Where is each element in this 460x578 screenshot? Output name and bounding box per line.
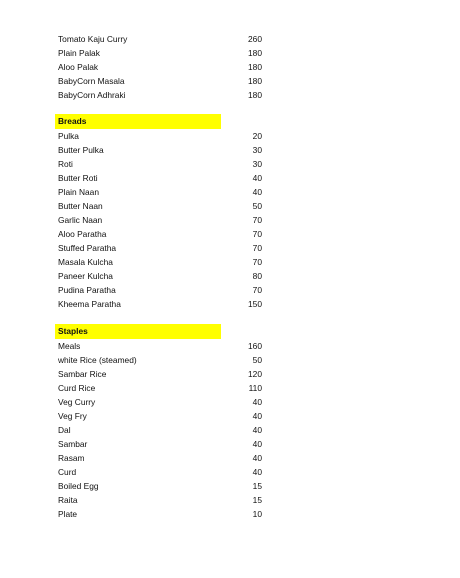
item-name: Kheema Paratha: [58, 299, 121, 309]
item-price: 160: [248, 341, 262, 351]
menu-item: [58, 507, 262, 521]
item-price: 70: [252, 229, 262, 239]
item-price: 40: [252, 187, 262, 197]
item-name: Rasam: [58, 453, 85, 463]
item-name: Masala Kulcha: [58, 257, 113, 267]
item-name: Sambar Rice: [58, 369, 107, 379]
menu-item: [58, 395, 262, 409]
menu-item: [58, 255, 262, 269]
item-name: Butter Pulka: [58, 145, 104, 155]
item-price: 70: [252, 243, 262, 253]
item-name: Plain Naan: [58, 187, 99, 197]
menu-item: [58, 269, 262, 283]
menu-item: [58, 143, 262, 157]
item-name: white Rice (steamed): [58, 355, 137, 365]
item-name: Stuffed Paratha: [58, 243, 117, 253]
item-price: 80: [252, 271, 262, 281]
menu-item: [58, 479, 262, 493]
menu-item: [58, 199, 262, 213]
item-name: Sambar: [58, 439, 88, 449]
item-name: Tomato Kaju Curry: [58, 34, 128, 44]
menu-item: [58, 74, 262, 88]
item-name: Raita: [58, 495, 78, 505]
item-price: 40: [252, 453, 262, 463]
item-price: 260: [248, 34, 262, 44]
menu-item: [58, 60, 262, 74]
item-name: Curd Rice: [58, 383, 96, 393]
item-name: Aloo Paratha: [58, 229, 107, 239]
item-name: Plain Palak: [58, 48, 100, 58]
menu-item: [58, 451, 262, 465]
item-price: 40: [252, 411, 262, 421]
item-name: Curd: [58, 467, 77, 477]
item-price: 110: [248, 383, 262, 393]
menu-item: [58, 465, 262, 479]
item-name: Pudina Paratha: [58, 285, 116, 295]
item-price: 180: [248, 48, 262, 58]
menu-item: [58, 493, 262, 507]
menu-item: [58, 32, 262, 46]
menu-item: [58, 129, 262, 143]
menu-item: [58, 88, 262, 102]
menu-item: [58, 46, 262, 60]
item-price: 15: [252, 481, 262, 491]
menu-item: [58, 241, 262, 255]
item-name: Veg Fry: [58, 411, 87, 421]
item-price: 150: [248, 299, 262, 309]
item-price: 70: [252, 215, 262, 225]
menu-item: [58, 437, 262, 451]
menu-item: [58, 353, 262, 367]
item-name: Pulka: [58, 131, 79, 141]
item-name: Meals: [58, 341, 81, 351]
menu-item: [58, 409, 262, 423]
item-price: 120: [248, 369, 262, 379]
item-name: Butter Roti: [58, 173, 98, 183]
item-name: Paneer Kulcha: [58, 271, 113, 281]
item-price: 15: [252, 495, 262, 505]
item-name: Butter Naan: [58, 201, 103, 211]
menu-item: [58, 227, 262, 241]
menu-item: [58, 185, 262, 199]
menu-item: [58, 423, 262, 437]
item-name: BabyCorn Adhraki: [58, 90, 126, 100]
item-name: Boiled Egg: [58, 481, 99, 491]
item-name: Garlic Naan: [58, 215, 103, 225]
item-name: Veg Curry: [58, 397, 96, 407]
item-price: 70: [252, 285, 262, 295]
menu-item: [58, 367, 262, 381]
item-price: 180: [248, 90, 262, 100]
item-price: 50: [252, 355, 262, 365]
menu-item: [58, 339, 262, 353]
menu-item: [58, 381, 262, 395]
item-price: 30: [252, 145, 262, 155]
item-price: 50: [252, 201, 262, 211]
item-price: 20: [252, 131, 262, 141]
section-header-breads: Breads: [55, 114, 221, 129]
item-price: 40: [252, 467, 262, 477]
item-price: 40: [252, 173, 262, 183]
menu-item: [58, 213, 262, 227]
item-name: BabyCorn Masala: [58, 76, 125, 86]
item-price: 180: [248, 76, 262, 86]
item-name: Plate: [58, 509, 78, 519]
item-price: 40: [252, 439, 262, 449]
menu-item: [58, 157, 262, 171]
menu-item: [58, 283, 262, 297]
item-price: 30: [252, 159, 262, 169]
item-price: 40: [252, 397, 262, 407]
section-header-staples: Staples: [55, 324, 221, 339]
item-name: Aloo Palak: [58, 62, 99, 72]
item-name: Roti: [58, 159, 73, 169]
item-price: 40: [252, 425, 262, 435]
item-name: Dal: [58, 425, 71, 435]
item-price: 180: [248, 62, 262, 72]
menu-item: [58, 171, 262, 185]
item-price: 70: [252, 257, 262, 267]
item-price: 10: [252, 509, 262, 519]
menu-item: [58, 297, 262, 311]
